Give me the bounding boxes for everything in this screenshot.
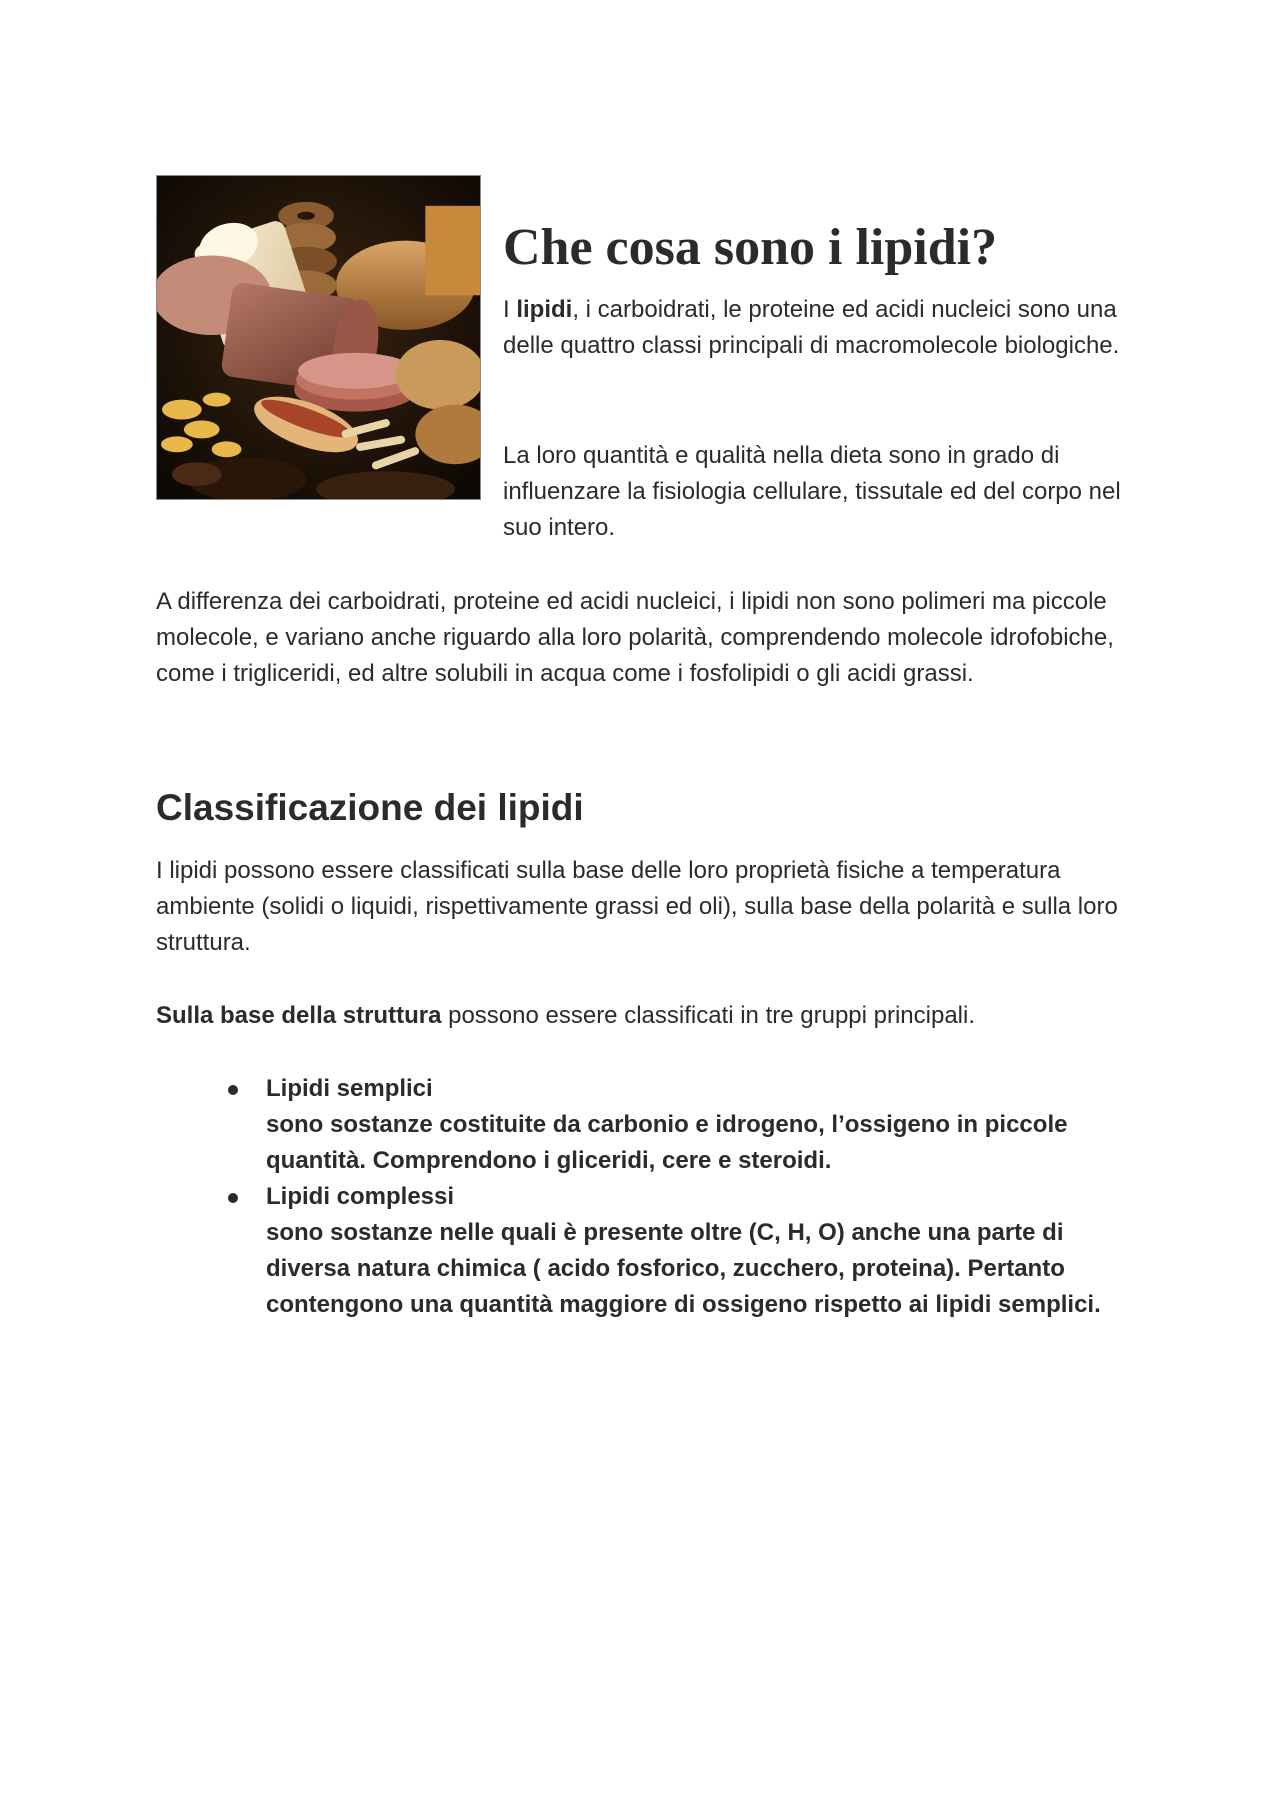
section-paragraph-2 <box>156 998 1146 1034</box>
lipid-types-list <box>156 1071 1146 1323</box>
list-item <box>156 1179 1146 1323</box>
list-item-title: Lipidi complessi <box>266 1183 455 1210</box>
intro-paragraph-1 <box>503 292 1143 364</box>
section-heading: Classificazione dei lipidi <box>156 787 584 828</box>
intro-rest: , i carboidrati, le proteine ed acidi nucleici sono una delle quattro classi principali di macromolecole biologiche. <box>503 296 1120 359</box>
list-item-description: sono sostanze costituite da carbonio e idrogeno, l’ossigeno in piccole quantità. Comprendono i gliceridi, cere e steroidi. <box>266 1111 1068 1174</box>
intro-paragraph-3: A differenza dei carboidrati, proteine ed acidi nucleici, i lipidi non sono polimeri ma piccole molecole, e variano anche riguardo alla loro polarità, comprendendo molecole idrofobiche, come i trigliceridi, ed altre solubili in acqua come i fosfolipidi o gli acidi grassi. <box>156 588 1114 687</box>
intro-paragraph-2: La loro quantità e qualità nella dieta sono in grado di influenzare la fisiologia cellulare, tissutale ed del corpo nel suo intero. <box>503 442 1121 541</box>
list-item-title: Lipidi semplici <box>266 1075 433 1102</box>
food-photo-icon <box>156 175 481 500</box>
bullet-icon <box>228 1193 238 1203</box>
structure-bold: Sulla base della struttura <box>156 1002 442 1029</box>
intro-prefix: I <box>503 296 517 323</box>
list-item <box>156 1071 1146 1179</box>
bullet-icon <box>228 1085 238 1095</box>
page-title: Che cosa sono i lipidi? <box>503 219 998 276</box>
section-paragraph-1: I lipidi possono essere classificati sulla base delle loro proprietà fisiche a temperatura ambiente (solidi o liquidi, rispettivamente grassi ed oli), sulla base della polarità e sulla loro struttura. <box>156 857 1118 956</box>
intro-bold-term: lipidi <box>516 296 573 323</box>
list-item-description: sono sostanze nelle quali è presente oltre (C, H, O) anche una parte di diversa natura chimica ( acido fosforico, zucchero, proteina). Pertanto contengono una quantità maggiore di ossigeno rispetto ai lipidi semplici. <box>266 1219 1101 1318</box>
structure-rest: possono essere classificati in tre gruppi principali. <box>441 1002 976 1029</box>
